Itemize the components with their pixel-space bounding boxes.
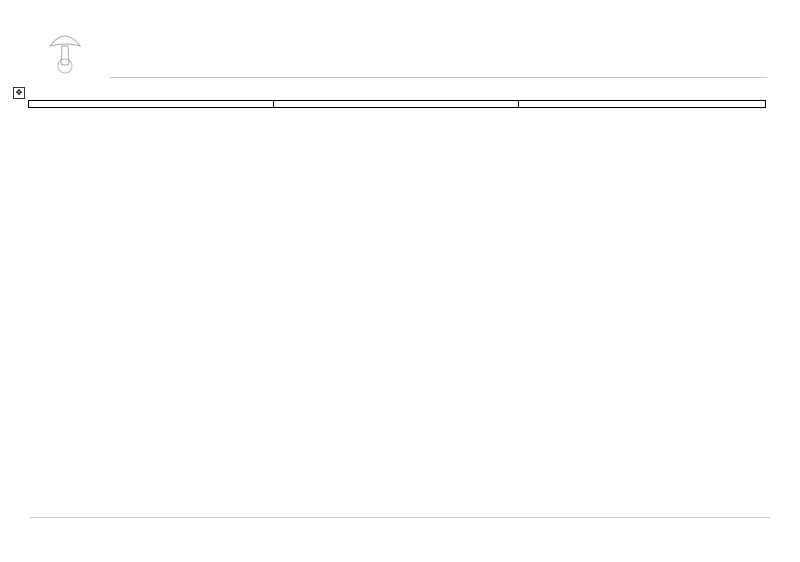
header-divider [110,77,767,78]
comparison-table [28,100,766,108]
table-header-row [29,101,765,107]
mushroom-logo-icon [47,28,83,74]
header-cell-butter[interactable] [519,101,765,107]
table-move-handle-icon[interactable]: ✥ [13,87,25,99]
header-cell-ringloser[interactable] [29,101,274,107]
footer-divider [30,517,770,518]
header-cell-koernchen[interactable] [274,101,519,107]
